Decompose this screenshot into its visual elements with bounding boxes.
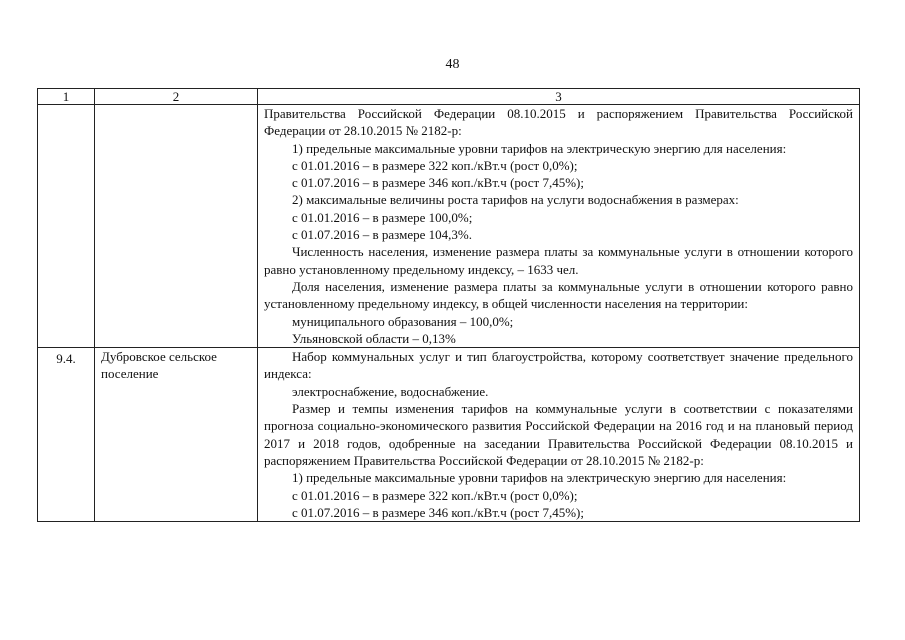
page-number: 48: [445, 57, 460, 72]
row-number-cell: [38, 105, 95, 348]
paragraph: Размер и темпы изменения тарифов на коммунальные услуги в соответствии с показателями прогноза социально-экономического развития Российской Федерации на 2016 год и на плановый период 2017 и 2018 годов, одобренные на заседании Правительства Российской Федерации 08.10.2015 и распоряжением Правительства Российской Федерации от 28.10.2015 № 2182-р:: [264, 401, 853, 468]
tariff-table: [37, 88, 860, 522]
table-row: [38, 105, 860, 348]
row-number-cell: 9.4.: [38, 348, 95, 522]
paragraph: Численность населения, изменение размера платы за коммунальные услуги в отношении которого равно установленному предельному индексу, – 1633 чел.: [264, 244, 853, 277]
paragraph: 1) предельные максимальные уровни тарифов на электрическую энергию для населения:: [292, 470, 787, 486]
settlement-name-line: Дубровское сельское: [101, 349, 217, 365]
paragraph: Доля населения, изменение размера платы за коммунальные услуги в отношении которого равно установленному предельному индексу, в общей численности населения на территории:: [264, 278, 853, 312]
description-cell: [258, 105, 860, 348]
paragraph: с 01.07.2016 – в размере 346 коп./кВт.ч (рост 7,45%);: [292, 504, 584, 520]
settlement-name-cell: [95, 105, 258, 348]
paragraph: с 01.01.2016 – в размере 322 коп./кВт.ч (рост 0,0%);: [292, 157, 578, 173]
table-row: [38, 348, 860, 522]
table-header-row: [38, 89, 860, 105]
settlement-name-line: поселение: [101, 366, 159, 382]
paragraph: электроснабжение, водоснабжение.: [292, 383, 489, 399]
paragraph: Набор коммунальных услуг и тип благоустройства, которому соответствует значение предельного индекса:: [264, 349, 853, 382]
paragraph: 2) максимальные величины роста тарифов на услуги водоснабжения в размерах:: [292, 192, 739, 208]
paragraph: 1) предельные максимальные уровни тарифов на электрическую энергию для населения:: [292, 140, 787, 156]
settlement-name-cell: [95, 348, 258, 522]
paragraph: с 01.07.2016 – в размере 346 коп./кВт.ч (рост 7,45%);: [292, 175, 584, 191]
paragraph: муниципального образования – 100,0%;: [292, 313, 514, 329]
column-header-2: 2: [95, 89, 258, 105]
paragraph: с 01.01.2016 – в размере 322 коп./кВт.ч (рост 0,0%);: [292, 487, 578, 503]
paragraph: с 01.01.2016 – в размере 100,0%;: [292, 209, 473, 225]
paragraph: Правительства Российской Федерации 08.10.2015 и распоряжением Правительства Российской Федерации от 28.10.2015 № 2182-р:: [264, 106, 853, 139]
column-header-1: 1: [38, 89, 95, 105]
paragraph: с 01.07.2016 – в размере 104,3%.: [292, 227, 472, 243]
column-header-3: 3: [258, 89, 860, 105]
paragraph: Ульяновской области – 0,13%: [292, 330, 456, 346]
description-cell: [258, 348, 860, 522]
